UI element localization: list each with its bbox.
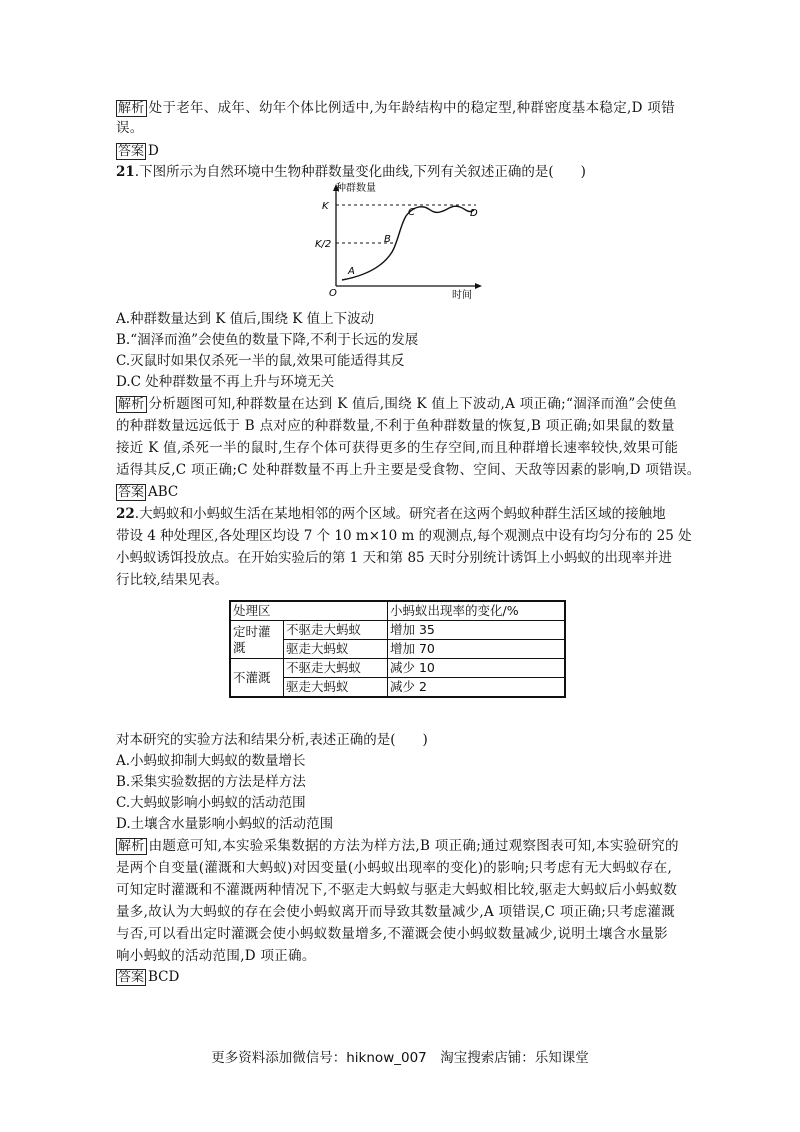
table-row bbox=[230, 659, 565, 678]
table-cell-sub: 驱走大蚂蚁 bbox=[284, 640, 388, 659]
prev-answer: 答案 D bbox=[118, 143, 159, 159]
q21-option-d: D.C 处种群数量不再上升与环境无关 bbox=[116, 374, 335, 390]
q21-option-a: A.种群数量达到 K 值后,围绕 K 值上下波动 bbox=[116, 311, 375, 327]
q22-stem-line-4: 行比较,结果见表。 bbox=[116, 572, 229, 588]
table-cell-sub: 不驱走大蚂蚁 bbox=[284, 659, 388, 678]
analysis-tag: 解析 bbox=[118, 101, 145, 116]
page-footer: 更多资料添加微信号：hiknow_007 淘宝搜索店铺：乐知课堂 bbox=[211, 1050, 589, 1066]
q21-analysis-line-3: 接近 K 值,杀死一半的鼠时,生存个体可获得更多的生存空间,而且种群增长速率较快,效果可能 bbox=[116, 440, 679, 456]
y-axis-label: 种群数量 bbox=[336, 183, 376, 194]
point-b-label: B bbox=[384, 234, 391, 245]
answer-tag: 答案 bbox=[118, 144, 145, 159]
q22-analysis-line-2: 是两个自变量(灌溉和大蚂蚁)对因变量(小蚂蚁出现率的变化)的影响;只考虑有无大蚂蚁存在, bbox=[116, 860, 673, 876]
x-axis-label: 时间 bbox=[452, 290, 472, 300]
k-label: K bbox=[322, 201, 329, 212]
q22-question: 对本研究的实验方法和结果分析,表述正确的是( ) bbox=[116, 732, 428, 748]
x-axis-arrow bbox=[475, 283, 482, 289]
table-cell-sub: 不驱走大蚂蚁 bbox=[284, 621, 388, 640]
q22-stem-line-2: 带设 4 种处理区,各处理区均设 7 个 10 m×10 m 的观测点,每个观测点中设有均匀分布的 25 处 bbox=[116, 528, 692, 544]
q21-answer: 答案 ABC bbox=[118, 484, 179, 500]
group-no-irrigation: 不灌溉 bbox=[230, 659, 284, 698]
q22-analysis-line-3: 可知定时灌溉和不灌溉两种情况下,不驱走大蚂蚁与驱走大蚂蚁相比较,驱走大蚂蚁后小蚂蚁数 bbox=[116, 882, 678, 898]
k-half-label: K/2 bbox=[315, 239, 332, 250]
header-change: 小蚂蚁出现率的变化/% bbox=[388, 601, 566, 621]
header-treatment: 处理区 bbox=[230, 601, 388, 621]
q21-analysis-line-4: 适得其反,C 项正确;C 处种群数量不再上升主要是受食物、空间、天敌等因素的影响,D 项错误。 bbox=[116, 462, 701, 478]
origin-label: O bbox=[329, 288, 337, 299]
answer-tag: 答案 bbox=[118, 485, 145, 500]
q22-answer: 答案 BCD bbox=[118, 969, 180, 985]
prev-analysis-line-1: 解析 处于老年、成年、幼年个体比例适中,为年龄结构中的稳定型,种群密度基本稳定,D 项错 bbox=[118, 100, 675, 116]
q22-option-b: B.采集实验数据的方法是样方法 bbox=[116, 774, 306, 790]
q21-option-c: C.灭鼠时如果仅杀死一半的鼠,效果可能适得其反 bbox=[116, 353, 405, 369]
table-row bbox=[230, 621, 565, 640]
population-curve-chart bbox=[312, 180, 487, 300]
q22-stem-line-1: 22.大蚂蚁和小蚂蚁生活在某地相邻的两个区域。研究者在这两个蚂蚁种群生活区域的接触地 bbox=[116, 506, 666, 522]
q21-analysis-line-1: 解析 分析题图可知,种群数量在达到 K 值后,围绕 K 值上下波动,A 项正确;“涸泽而渔”会使鱼 bbox=[118, 396, 678, 412]
q21-option-b: B.“涸泽而渔”会使鱼的数量下降,不利于长远的发展 bbox=[116, 332, 419, 348]
q21-analysis-line-2: 的种群数量远远低于 B 点对应的种群数量,不利于鱼种群数量的恢复,B 项正确;如果鼠的数量 bbox=[116, 418, 675, 434]
table-cell-value: 增加 70 bbox=[388, 640, 566, 659]
ant-experiment-table bbox=[229, 600, 566, 698]
table-cell-value: 减少 2 bbox=[388, 678, 566, 698]
q22-stem-line-3: 小蚂蚁诱饵投放点。在开始实验后的第 1 天和第 85 天时分别统计诱饵上小蚂蚁的出现率并进 bbox=[116, 550, 672, 566]
table-cell-value: 增加 35 bbox=[388, 621, 566, 640]
analysis-tag: 解析 bbox=[118, 397, 145, 412]
point-c-label: C bbox=[408, 207, 415, 218]
answer-tag: 答案 bbox=[118, 970, 145, 985]
q22-option-d: D.土壤含水量影响小蚂蚁的活动范围 bbox=[116, 816, 334, 832]
prev-analysis-line-2: 误。 bbox=[116, 120, 144, 136]
group-irrigation: 定时灌溉 bbox=[230, 621, 284, 659]
q22-option-a: A.小蚂蚁抑制大蚂蚁的数量增长 bbox=[116, 753, 306, 769]
q22-analysis-line-4: 量多,故认为大蚂蚁的存在会使小蚂蚁离开而导致其数量减少,A 项错误,C 项正确;只考虑灌溉 bbox=[116, 904, 676, 920]
q22-analysis-line-6: 响小蚂蚁的活动范围,D 项正确。 bbox=[116, 948, 316, 964]
table-header-row bbox=[230, 601, 565, 621]
q22-analysis-line-5: 与否,可以看出定时灌溉会使小蚂蚁数量增多,不灌溉会使小蚂蚁数量减少,说明土壤含水量影 bbox=[116, 926, 668, 942]
point-d-label: D bbox=[470, 208, 478, 219]
table-cell-value: 减少 10 bbox=[388, 659, 566, 678]
q22-analysis-line-1: 解析 由题意可知,本实验采集数据的方法为样方法,B 项正确;通过观察图表可知,本实验研究的 bbox=[118, 838, 679, 854]
q21-stem: 21.下图所示为自然环境中生物种群数量变化曲线,下列有关叙述正确的是( ) bbox=[116, 164, 586, 180]
analysis-tag: 解析 bbox=[118, 839, 145, 854]
point-a-label: A bbox=[348, 266, 355, 277]
table-cell-sub: 驱走大蚂蚁 bbox=[284, 678, 388, 698]
q22-option-c: C.大蚂蚁影响小蚂蚁的活动范围 bbox=[116, 795, 306, 811]
